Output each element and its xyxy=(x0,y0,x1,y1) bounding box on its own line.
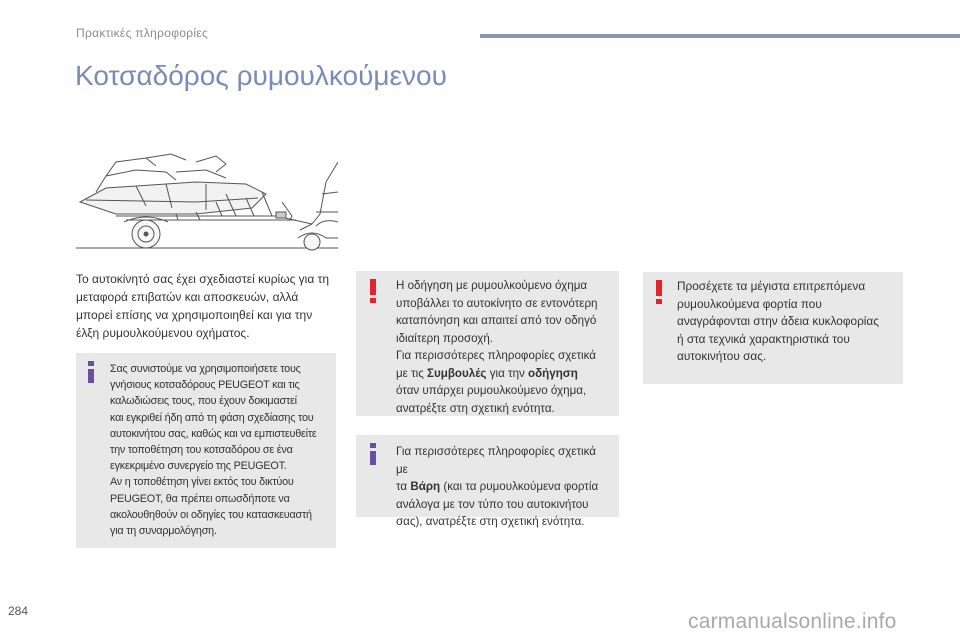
text-line: Σας συνιστούμε να χρησιμοποιήσετε τους xyxy=(110,363,301,375)
text-line: ή στα τεχνικά χαρακτηριστικά του xyxy=(677,331,850,346)
text-line: ανάλογα με τον τύπο του αυτοκινήτου xyxy=(396,497,589,511)
text-line: ακολουθηθούν οι οδηγίες του κατασκευαστή xyxy=(110,508,312,521)
bold-term-weights: Βάρη xyxy=(410,480,441,493)
text-line: για την xyxy=(486,366,529,380)
text-line: εγκεκριμένο συνεργείο της PEUGEOT. xyxy=(110,460,287,473)
warning-box-1-text xyxy=(396,277,611,417)
header-bar xyxy=(480,34,960,38)
text-line: γνήσιους κοτσαδόρους PEUGEOT και τις xyxy=(110,379,300,392)
text-line: Για περισσότερες πληροφορίες σχετικά xyxy=(396,349,596,362)
text-line: αναγράφονται στην άδεια κυκλοφορίας xyxy=(677,314,879,328)
warning-icon xyxy=(654,280,664,304)
text-line: καλωδιώσεις τους, που έχουν δοκιμαστεί xyxy=(110,395,297,408)
warning-box-max-loads xyxy=(643,272,903,384)
info-box-genuine-towbars xyxy=(76,353,336,548)
warning-box-towing-driving xyxy=(356,271,619,416)
page-title: Κοτσαδόρος ρυμουλκούμενου xyxy=(75,60,447,91)
text-line: Για περισσότερες πληροφορίες σχετικά με xyxy=(396,445,596,476)
text-line: ιδιαίτερη προσοχή. xyxy=(396,331,493,345)
page-number: 284 xyxy=(8,604,29,618)
jetski-trailer-illustration xyxy=(76,142,338,252)
info-icon xyxy=(86,361,96,383)
watermark: carmanualsonline.info xyxy=(688,610,897,633)
text-line: καταπόνηση και απαιτεί από τον οδηγό xyxy=(396,314,597,327)
info-box-1-text xyxy=(110,361,326,539)
text-line: (και τα ρυμουλκούμενα φορτία xyxy=(440,480,599,493)
text-line: υποβάλλει το αυτοκίνητο σε εντονότερη xyxy=(396,296,598,310)
info-icon xyxy=(368,443,378,465)
text-line: αυτοκινήτου σας. xyxy=(677,349,767,363)
text-line: Προσέχετε τα μέγιστα επιτρεπόμενα xyxy=(677,279,866,293)
text-line: όταν υπάρχει ρυμουλκούμενο όχημα, xyxy=(396,384,587,397)
text-line: τα xyxy=(396,480,411,493)
text-line: αυτοκινήτου σας, καθώς και να εμπιστευθείτε xyxy=(110,427,317,440)
text-line: ανατρέξτε στη σχετική ενότητα. xyxy=(396,401,555,415)
warning-box-2-text xyxy=(677,278,895,366)
text-line: Αν η τοποθέτηση γίνει εκτός του δικτύου xyxy=(110,476,294,489)
bold-term-driving: οδήγηση xyxy=(528,366,578,380)
section-label: Πρακτικές πληροφορίες xyxy=(76,26,209,40)
intro-paragraph: Το αυτοκίνητό σας έχει σχεδιαστεί κυρίως για τη μεταφορά επιβατών και αποσκευών, αλλά μπορεί επίσης να χρησιμοποιηθεί και για την έλξη ρυμουλκούμενου οχήματος. xyxy=(76,272,330,340)
info-box-2-text xyxy=(396,443,611,531)
bold-term-advice: Συμβουλές xyxy=(427,366,487,380)
text-line: με τις xyxy=(396,366,428,380)
info-box-weights xyxy=(356,435,619,528)
text-line: Η οδήγηση με ρυμουλκούμενο όχημα xyxy=(396,279,588,292)
text-line: την τοποθέτηση του κοτσαδόρου σε ένα xyxy=(110,444,293,457)
text-line: και εγκριθεί ήδη από τη φάση σχεδίασης του xyxy=(110,411,314,424)
text-line: PEUGEOT, θα πρέπει οπωσδήποτε να xyxy=(110,492,290,505)
text-line: σας), ανατρέξτε στη σχετική ενότητα. xyxy=(396,515,585,528)
text-line: ρυμουλκούμενα φορτία που xyxy=(677,296,822,311)
warning-icon xyxy=(368,279,378,303)
text-line: για τη συναρμολόγηση. xyxy=(110,525,217,538)
